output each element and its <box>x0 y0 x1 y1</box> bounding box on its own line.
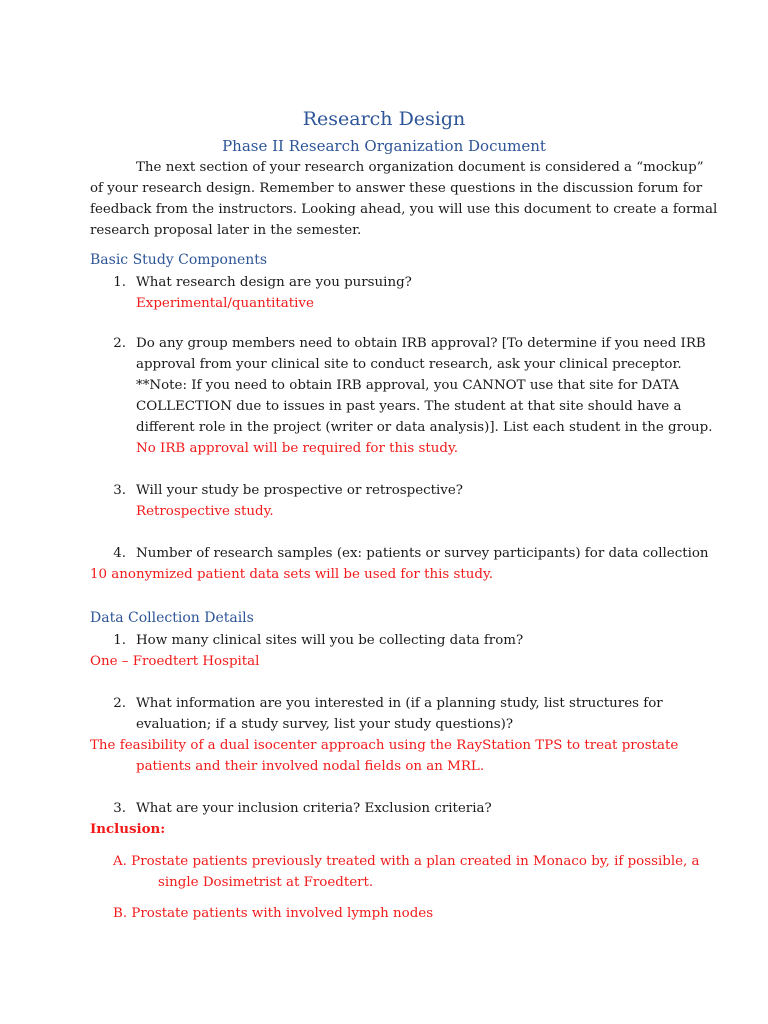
criteria-item-a: A. Prostate patients previously treated with a plan created in Monaco by, if possible, a <box>113 854 700 869</box>
list-number: 3. <box>113 801 126 816</box>
page-title: Research Design <box>302 108 466 130</box>
answer-line: The feasibility of a dual isocenter approach using the RayStation TPS to treat prostate <box>90 738 679 753</box>
list-number: 2. <box>113 696 126 711</box>
question-line: **Note: If you need to obtain IRB approval, you CANNOT use that site for DATA <box>136 378 680 393</box>
answer-line: patients and their involved nodal fields on an MRL. <box>136 759 485 774</box>
section-heading-basic: Basic Study Components <box>90 252 268 268</box>
question-line: different role in the project (writer or data analysis)]. List each student in the group. <box>136 420 713 435</box>
intro-line-1: The next section of your research organization document is considered a “mockup” <box>136 160 704 175</box>
question-line: evaluation; if a study survey, list your study questions)? <box>136 717 514 732</box>
criteria-item-a-cont: single Dosimetrist at Froedtert. <box>158 875 374 890</box>
question-line: approval from your clinical site to conduct research, ask your clinical preceptor. <box>136 357 682 372</box>
list-number: 2. <box>113 336 126 351</box>
answer-text: 10 anonymized patient data sets will be used for this study. <box>90 567 493 582</box>
inclusion-label: Inclusion: <box>90 821 166 837</box>
answer-text: One – Froedtert Hospital <box>90 654 260 669</box>
question-text: How many clinical sites will you be collecting data from? <box>136 633 524 648</box>
question-line: Do any group members need to obtain IRB approval? [To determine if you need IRB <box>136 336 706 351</box>
answer-text: No IRB approval will be required for this study. <box>136 441 459 456</box>
question-text: Will your study be prospective or retrospective? <box>136 483 463 498</box>
question-line: What information are you interested in (if a planning study, list structures for <box>136 696 663 711</box>
list-number: 1. <box>113 633 126 648</box>
list-number: 1. <box>113 275 126 290</box>
question-text: What research design are you pursuing? <box>136 275 412 290</box>
list-number: 3. <box>113 483 126 498</box>
answer-text: Experimental/quantitative <box>136 296 314 311</box>
section-heading-data-collection: Data Collection Details <box>90 610 254 626</box>
intro-line-3: feedback from the instructors. Looking ahead, you will use this document to create a formal <box>90 202 718 217</box>
question-text: Number of research samples (ex: patients or survey participants) for data collection <box>136 546 709 561</box>
list-number: 4. <box>113 546 126 561</box>
intro-line-2: of your research design. Remember to answer these questions in the discussion forum for <box>90 181 703 196</box>
criteria-item-b: B. Prostate patients with involved lymph nodes <box>113 906 434 921</box>
intro-line-4: research proposal later in the semester. <box>90 223 362 238</box>
question-text: What are your inclusion criteria? Exclusion criteria? <box>136 801 492 816</box>
page-subtitle: Phase II Research Organization Document <box>222 137 546 155</box>
question-line: COLLECTION due to issues in past years. The student at that site should have a <box>136 399 682 414</box>
answer-text: Retrospective study. <box>136 504 274 519</box>
